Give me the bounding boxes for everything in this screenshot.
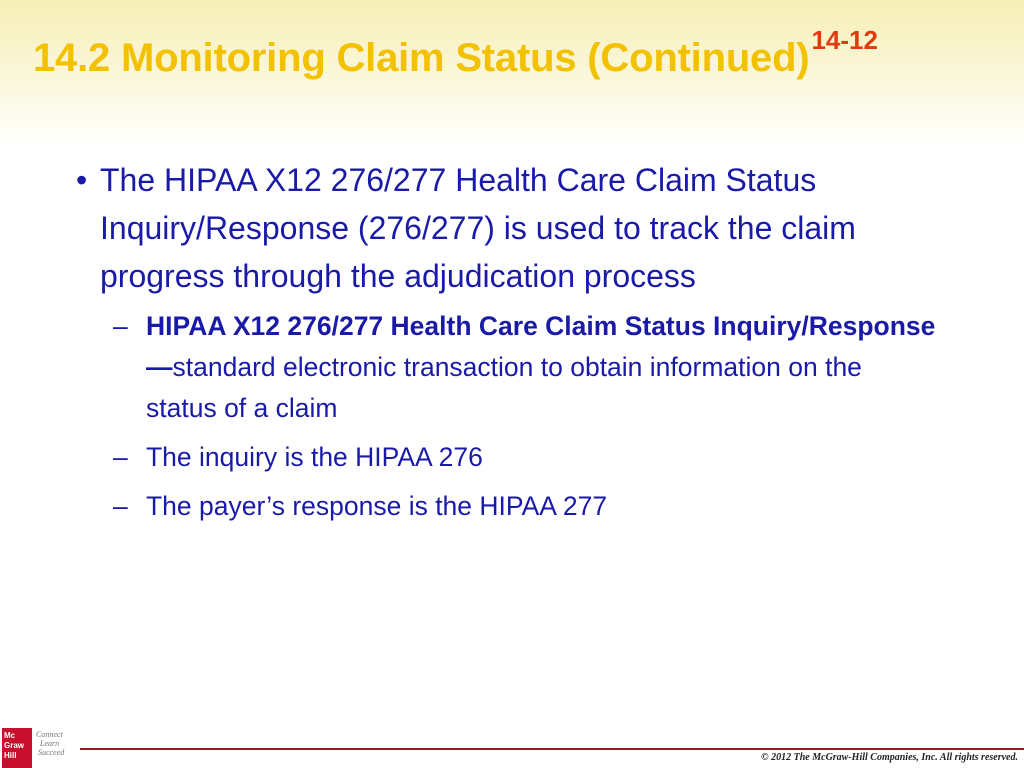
dash-marker: – — [113, 442, 128, 472]
slide-title: 14.2 Monitoring Claim Status (Continued) — [33, 36, 810, 80]
logo-text-line: Hill — [4, 751, 17, 760]
sub-bullet-inquiry — [113, 437, 936, 478]
footer-rule — [80, 748, 1024, 750]
slide-body — [76, 156, 976, 535]
mcgraw-hill-logo — [2, 728, 32, 768]
tagline — [36, 730, 80, 757]
tagline-line: Connect — [36, 730, 63, 739]
dash-marker: – — [113, 491, 128, 521]
sub-bullet-text: The payer’s response is the HIPAA 277 — [146, 491, 608, 521]
sub-bullet-text: The inquiry is the HIPAA 276 — [146, 442, 483, 472]
definition-term: HIPAA X12 276/277 Health Care Claim Status Inquiry/Response— — [146, 311, 936, 382]
title-row — [33, 25, 878, 81]
main-bullet — [76, 156, 980, 300]
sub-bullet-response — [113, 486, 936, 527]
main-bullet-text: The HIPAA X12 276/277 Health Care Claim Status Inquiry/Response (276/277) is used to track the claim progress through the adjudication process — [100, 162, 856, 294]
tagline-line: Succeed — [38, 748, 65, 757]
slide-number: 14-12 — [811, 25, 878, 55]
definition-text: standard electronic transaction to obtain information on the status of a claim — [146, 352, 862, 423]
logo-text-line: Mc — [4, 731, 16, 740]
logo-text-line: Graw — [4, 741, 25, 750]
dash-marker: – — [113, 311, 128, 341]
tagline-line: Learn — [40, 739, 60, 748]
bullet-marker: • — [76, 162, 88, 198]
copyright-notice: © 2012 The McGraw-Hill Companies, Inc. All rights reserved. — [761, 752, 1018, 763]
sub-bullet-list — [76, 306, 976, 527]
sub-bullet-definition — [113, 306, 936, 429]
